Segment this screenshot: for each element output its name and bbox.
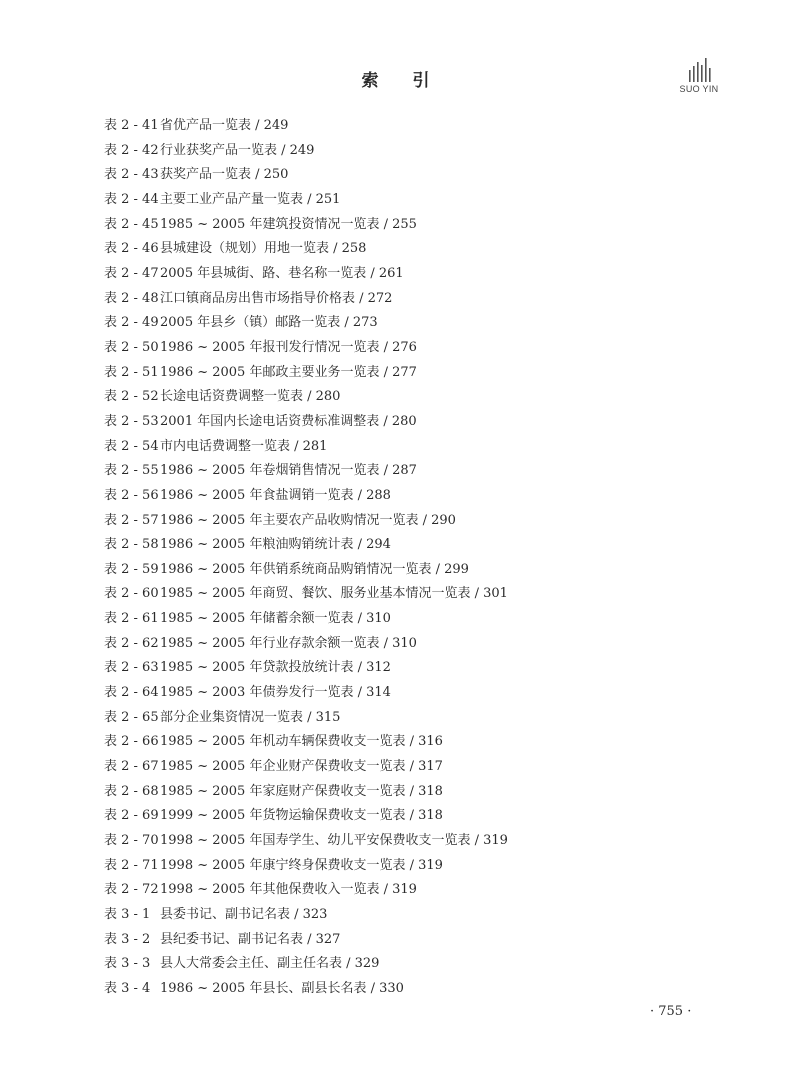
index-entry: [104, 952, 508, 977]
bars-icon: [686, 56, 714, 84]
entry-text: 1986 ~ 2005 年粮油购销统计表 / 294: [160, 537, 391, 553]
entry-label: 表 2 - 59: [104, 561, 159, 577]
entry-text: 1985 ~ 2003 年债券发行一览表 / 314: [160, 685, 391, 701]
index-list: [104, 114, 508, 1002]
running-head-text: SUO YIN: [679, 84, 719, 94]
entry-label: 表 2 - 65: [104, 709, 159, 725]
entry-text: 1985 ~ 2005 年行业存款余额一览表 / 310: [160, 635, 417, 651]
index-entry: [104, 287, 508, 312]
entry-label: 表 2 - 47: [104, 265, 159, 281]
index-entry: [104, 139, 508, 164]
entry-text: 1986 ~ 2005 年卷烟销售情况一览表 / 287: [160, 463, 417, 479]
entry-text: 市内电话费调整一览表 / 281: [160, 438, 328, 454]
entry-label: 表 2 - 44: [104, 191, 159, 207]
index-entry: [104, 632, 508, 657]
entry-label: 表 3 - 2: [104, 931, 151, 947]
index-entry: [104, 878, 508, 903]
index-entry: [104, 804, 508, 829]
entry-text: 2001 年国内长途电话资费标准调整表 / 280: [160, 413, 417, 429]
index-entry: [104, 509, 508, 534]
entry-text: 省优产品一览表 / 249: [160, 118, 289, 133]
index-entry: [104, 163, 508, 188]
entry-text: 1986 ~ 2005 年食盐调销一览表 / 288: [160, 487, 391, 503]
entry-text: 1986 ~ 2005 年邮政主要业务一览表 / 277: [160, 364, 417, 380]
entry-label: 表 2 - 55: [104, 463, 159, 479]
entry-label: 表 3 - 4: [104, 980, 151, 996]
index-entry: [104, 410, 508, 435]
entry-label: 表 2 - 72: [104, 882, 159, 898]
index-entry: [104, 681, 508, 706]
entry-label: 表 2 - 61: [104, 611, 159, 627]
entry-text: 1985 ~ 2005 年贷款投放统计表 / 312: [160, 660, 391, 676]
entry-text: 县城建设（规划）用地一览表 / 258: [160, 241, 367, 257]
index-entry: [104, 213, 508, 238]
entry-text: 长途电话资费调整一览表 / 280: [160, 389, 341, 405]
entry-label: 表 2 - 51: [104, 364, 159, 380]
index-entry: [104, 311, 508, 336]
entry-text: 2005 年县乡（镇）邮路一览表 / 273: [160, 315, 378, 331]
index-entry: [104, 977, 508, 1002]
index-entry: [104, 656, 508, 681]
running-head: [676, 56, 722, 100]
entry-text: 行业获奖产品一览表 / 249: [160, 142, 315, 158]
entry-text: 1986 ~ 2005 年主要农产品收购情况一览表 / 290: [160, 512, 456, 528]
page-title: 索 引: [361, 71, 444, 91]
index-entry: [104, 361, 508, 386]
entry-text: 获奖产品一览表 / 250: [160, 167, 289, 183]
entry-label: 表 2 - 68: [104, 783, 159, 799]
entry-text: 1986 ~ 2005 年供销系统商品购销情况一览表 / 299: [160, 561, 469, 577]
entry-label: 表 2 - 48: [104, 290, 159, 306]
entry-label: 表 2 - 46: [104, 241, 159, 257]
index-entry: [104, 533, 508, 558]
index-entry: [104, 755, 508, 780]
entry-label: 表 2 - 70: [104, 833, 159, 849]
index-entry: [104, 435, 508, 460]
entry-text: 县纪委书记、副书记名表 / 327: [160, 931, 341, 947]
entry-label: 表 2 - 66: [104, 734, 159, 750]
entry-label: 表 2 - 67: [104, 759, 159, 775]
entry-text: 主要工业产品产量一览表 / 251: [160, 191, 341, 207]
entry-text: 部分企业集资情况一览表 / 315: [160, 709, 341, 725]
index-entry: [104, 829, 508, 854]
entry-label: 表 2 - 60: [104, 586, 159, 602]
entry-text: 2005 年县城街、路、巷名称一览表 / 261: [160, 265, 404, 281]
page-number: · 755 ·: [650, 1004, 692, 1019]
index-entry: [104, 730, 508, 755]
entry-text: 1999 ~ 2005 年货物运输保费收支一览表 / 318: [160, 808, 443, 824]
entry-text: 1986 ~ 2005 年县长、副县长名表 / 330: [160, 980, 404, 996]
index-entry: [104, 237, 508, 262]
entry-text: 1998 ~ 2005 年国寿学生、幼儿平安保费收支一览表 / 319: [160, 833, 508, 849]
index-entry: [104, 706, 508, 731]
entry-label: 表 2 - 58: [104, 537, 159, 553]
index-entry: [104, 607, 508, 632]
entry-text: 1985 ~ 2005 年机动车辆保费收支一览表 / 316: [160, 734, 443, 750]
entry-text: 江口镇商品房出售市场指导价格表 / 272: [160, 290, 393, 306]
index-entry: [104, 459, 508, 484]
index-entry: [104, 903, 508, 928]
index-entry: [104, 558, 508, 583]
entry-label: 表 2 - 69: [104, 808, 159, 824]
entry-text: 县委书记、副书记名表 / 323: [160, 907, 328, 922]
entry-text: 1986 ~ 2005 年报刊发行情况一览表 / 276: [160, 339, 417, 355]
index-entry: [104, 114, 508, 139]
entry-label: 表 2 - 45: [104, 216, 159, 232]
entry-label: 表 2 - 62: [104, 635, 159, 651]
entry-label: 表 2 - 52: [104, 389, 159, 405]
entry-text: 1985 ~ 2005 年家庭财产保费收支一览表 / 318: [160, 783, 443, 799]
entry-label: 表 2 - 41: [104, 118, 159, 133]
entry-label: 表 3 - 1: [104, 907, 151, 922]
index-entry: [104, 188, 508, 213]
entry-label: 表 2 - 42: [104, 142, 159, 158]
entry-text: 1985 ~ 2005 年企业财产保费收支一览表 / 317: [160, 759, 443, 775]
entry-label: 表 3 - 3: [104, 956, 151, 972]
entry-label: 表 2 - 49: [104, 315, 159, 331]
index-entry: [104, 484, 508, 509]
entry-text: 1985 ~ 2005 年储蓄余额一览表 / 310: [160, 611, 391, 627]
entry-label: 表 2 - 63: [104, 660, 159, 676]
entry-text: 1998 ~ 2005 年其他保费收入一览表 / 319: [160, 882, 417, 898]
entry-label: 表 2 - 43: [104, 167, 159, 183]
index-entry: [104, 928, 508, 953]
index-entry: [104, 262, 508, 287]
entry-text: 1985 ~ 2005 年商贸、餐饮、服务业基本情况一览表 / 301: [160, 586, 508, 602]
index-entry: [104, 854, 508, 879]
entry-label: 表 2 - 64: [104, 685, 159, 701]
index-entry: [104, 336, 508, 361]
entry-label: 表 2 - 56: [104, 487, 159, 503]
entry-label: 表 2 - 53: [104, 413, 159, 429]
index-entry: [104, 385, 508, 410]
entry-label: 表 2 - 57: [104, 512, 159, 528]
entry-text: 县人大常委会主任、副主任名表 / 329: [160, 956, 380, 972]
index-entry: [104, 780, 508, 805]
entry-label: 表 2 - 50: [104, 339, 159, 355]
entry-label: 表 2 - 71: [104, 857, 159, 873]
entry-text: 1985 ~ 2005 年建筑投资情况一览表 / 255: [160, 216, 417, 232]
entry-text: 1998 ~ 2005 年康宁终身保费收支一览表 / 319: [160, 857, 443, 873]
index-entry: [104, 582, 508, 607]
entry-label: 表 2 - 54: [104, 438, 159, 454]
